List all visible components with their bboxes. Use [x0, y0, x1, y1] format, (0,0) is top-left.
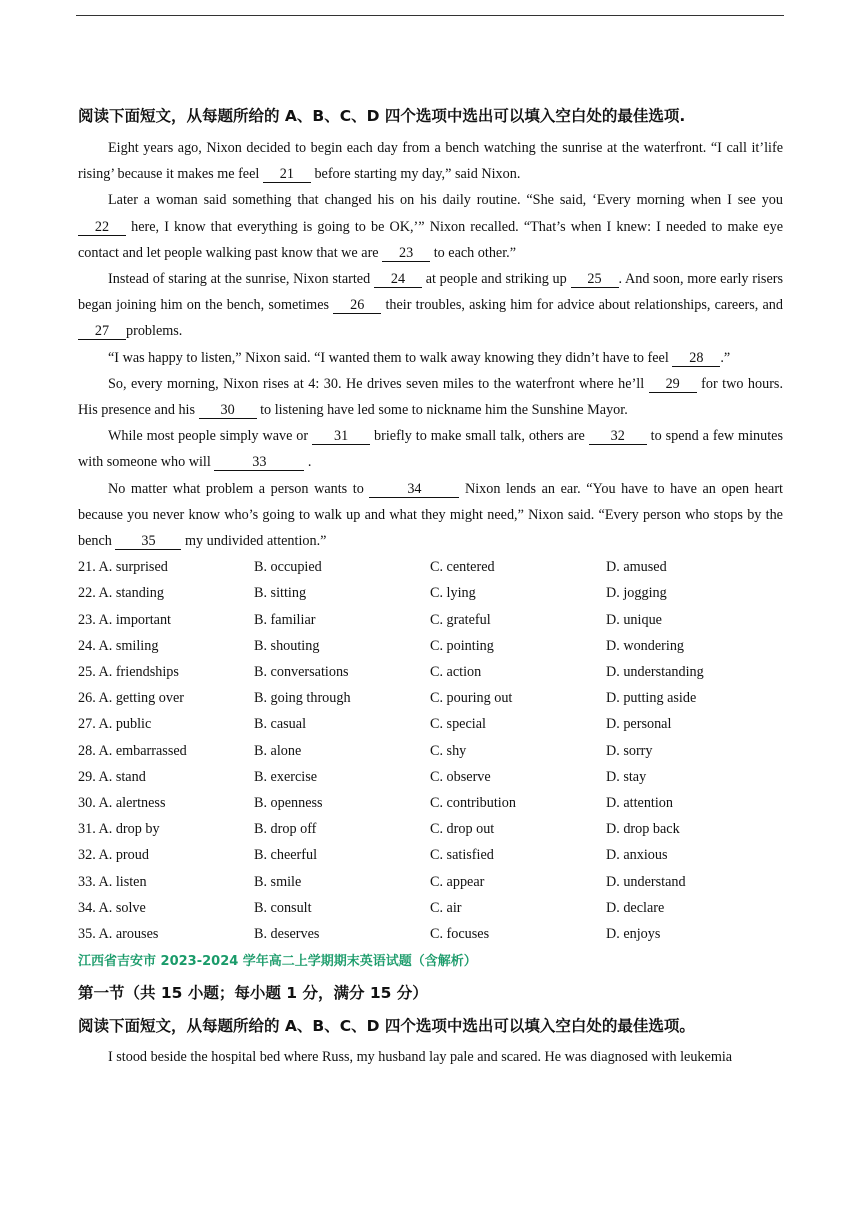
option-b: B. familiar	[254, 611, 316, 628]
paragraph-6	[78, 423, 783, 475]
option-c: C. pointing	[430, 637, 494, 654]
option-a: 25. A. friendships	[78, 664, 179, 681]
option-d: D. enjoys	[606, 926, 661, 943]
option-c: C. centered	[430, 559, 495, 576]
text: at people and striking up	[421, 271, 571, 288]
text: problems.	[126, 323, 183, 340]
document-body	[78, 103, 783, 1071]
option-b: B. occupied	[254, 559, 322, 576]
option-c: C. grateful	[430, 611, 491, 628]
blank-29: 29	[649, 376, 697, 393]
blank-32: 32	[589, 428, 647, 445]
blank-34: 34	[369, 481, 459, 498]
option-a: 33. A. listen	[78, 873, 147, 890]
text: .”	[720, 349, 731, 366]
options-list	[78, 554, 783, 947]
option-c: C. contribution	[430, 795, 516, 812]
blank-23: 23	[382, 245, 430, 262]
option-c: C. action	[430, 664, 482, 681]
option-row-22	[78, 580, 783, 606]
option-row-27	[78, 711, 783, 737]
option-d: D. wondering	[606, 637, 685, 654]
option-row-34	[78, 895, 783, 921]
option-row-29	[78, 764, 783, 790]
option-row-21	[78, 554, 783, 580]
text: to listening have led some to nickname him the Sunshine Mayor.	[256, 402, 628, 419]
option-a: 23. A. important	[78, 611, 172, 628]
option-c: C. air	[430, 899, 462, 916]
option-d: D. amused	[606, 559, 667, 576]
option-d: D. attention	[606, 795, 673, 812]
blank-35: 35	[115, 533, 181, 550]
option-c: C. drop out	[430, 821, 495, 838]
option-d: D. jogging	[606, 585, 667, 602]
option-b: B. openness	[254, 795, 323, 812]
option-a: 28. A. embarrassed	[78, 742, 187, 759]
text: before starting my day,” said Nixon.	[310, 166, 521, 183]
option-c: C. appear	[430, 873, 485, 890]
option-b: B. shouting	[254, 637, 320, 654]
text: to each other.”	[430, 244, 517, 261]
option-d: D. putting aside	[606, 690, 697, 707]
option-row-30	[78, 790, 783, 816]
text: No matter what problem a person wants to	[108, 480, 370, 497]
option-d: D. understanding	[606, 664, 704, 681]
option-d: D. drop back	[606, 821, 680, 838]
blank-27: 27	[78, 323, 126, 340]
option-a: 24. A. smiling	[78, 637, 159, 654]
option-c: C. pouring out	[430, 690, 513, 707]
text: While most people simply wave or	[108, 428, 313, 445]
text: my undivided attention.”	[181, 533, 327, 550]
option-row-25	[78, 659, 783, 685]
text: .	[304, 454, 312, 471]
next-passage-paragraph: I stood beside the hospital bed where Russ, my husband lay pale and scared. He was diagnosed with leukemia	[108, 1049, 733, 1066]
option-a: 32. A. proud	[78, 847, 149, 864]
option-c: C. lying	[430, 585, 476, 602]
blank-33: 33	[214, 454, 304, 471]
option-d: D. unique	[606, 611, 662, 628]
option-row-32	[78, 842, 783, 868]
option-c: C. special	[430, 716, 486, 733]
option-a: 29. A. stand	[78, 768, 146, 785]
option-b: B. sitting	[254, 585, 307, 602]
text: to spend a few minutes with someone who will	[78, 428, 783, 471]
passage	[78, 135, 783, 554]
option-b: B. alone	[254, 742, 302, 759]
option-a: 27. A. public	[78, 716, 152, 733]
option-c: C. satisfied	[430, 847, 494, 864]
text: Eight years ago, Nixon decided to begin each day from a bench watching the sunrise at the waterfront. “I call it’life rising’ because it makes me feel	[78, 140, 783, 183]
blank-24: 24	[374, 271, 422, 288]
option-b: B. deserves	[254, 926, 320, 943]
text: Instead of staring at the sunrise, Nixon started	[108, 271, 374, 288]
blank-30: 30	[199, 402, 257, 419]
paragraph-1	[78, 135, 783, 187]
option-b: B. smile	[254, 873, 302, 890]
paragraph-3	[78, 266, 783, 345]
option-b: B. conversations	[254, 664, 349, 681]
option-c: C. focuses	[430, 926, 490, 943]
paragraph-2	[78, 187, 783, 266]
option-row-28	[78, 738, 783, 764]
blank-26: 26	[333, 297, 381, 314]
paragraph-5	[78, 371, 783, 423]
option-b: B. exercise	[254, 768, 318, 785]
section-heading: 第一节（共 15 小题；每小题 1 分，满分 15 分）	[78, 984, 428, 1003]
option-d: D. understand	[606, 873, 686, 890]
option-row-33	[78, 869, 783, 895]
option-a: 31. A. drop by	[78, 821, 160, 838]
option-c: C. shy	[430, 742, 467, 759]
text: “I was happy to listen,” Nixon said. “I wanted them to walk away knowing they didn’t have to feel	[108, 349, 673, 366]
option-row-23	[78, 607, 783, 633]
source-line: 江西省吉安市 2023-2024 学年高二上学期期末英语试题（含解析）	[78, 954, 477, 970]
paragraph-4	[78, 345, 783, 371]
blank-25: 25	[571, 271, 619, 288]
option-d: D. declare	[606, 899, 665, 916]
paragraph-7	[78, 476, 783, 555]
text: here, I know that everything is going to be OK,’” Nixon recalled. “That’s when I knew: I needed to make eye contact and let people walking past know that we are	[78, 218, 783, 261]
text: Nixon lends an ear. “You have to have an open heart because you never know who’s going to walk up and what they might need,” Nixon said. “Every person who stops by the bench	[78, 480, 783, 550]
text: . And soon, more early risers began joining him on the bench, sometimes	[78, 271, 783, 314]
text: Later a woman said something that changed his on his daily routine. “She said, ‘Every morning when I see you	[108, 192, 783, 209]
text: their troubles, asking him for advice about relationships, careers, and	[381, 297, 783, 314]
instruction-heading-2: 阅读下面短文，从每题所给的 A、B、C、D 四个选项中选出可以填入空白处的最佳选项。	[78, 1017, 695, 1036]
blank-22: 22	[78, 219, 126, 236]
option-d: D. personal	[606, 716, 672, 733]
option-a: 26. A. getting over	[78, 690, 184, 707]
option-row-31	[78, 816, 783, 842]
blank-28: 28	[672, 350, 720, 367]
option-b: B. casual	[254, 716, 307, 733]
instruction-heading: 阅读下面短文，从每题所给的 A、B、C、D 四个选项中选出可以填入空白处的最佳选项.	[78, 107, 686, 125]
option-a: 34. A. solve	[78, 899, 146, 916]
option-row-35	[78, 921, 783, 947]
option-row-24	[78, 633, 783, 659]
option-b: B. going through	[254, 690, 351, 707]
option-c: C. observe	[430, 768, 491, 785]
blank-31: 31	[312, 428, 370, 445]
option-d: D. sorry	[606, 742, 653, 759]
option-a: 35. A. arouses	[78, 926, 159, 943]
option-b: B. consult	[254, 899, 312, 916]
option-a: 21. A. surprised	[78, 559, 168, 576]
blank-21: 21	[263, 166, 311, 183]
option-a: 30. A. alertness	[78, 795, 166, 812]
header-rule	[76, 15, 784, 16]
text: for two hours. His presence and his	[78, 375, 783, 419]
option-d: D. stay	[606, 768, 647, 785]
option-b: B. drop off	[254, 821, 317, 838]
text: So, every morning, Nixon rises at 4: 30. He drives seven miles to the waterfront where he’ll	[108, 375, 649, 392]
option-row-26	[78, 685, 783, 711]
option-d: D. anxious	[606, 847, 668, 864]
option-a: 22. A. standing	[78, 585, 164, 602]
text: briefly to make small talk, others are	[370, 428, 589, 445]
option-b: B. cheerful	[254, 847, 318, 864]
